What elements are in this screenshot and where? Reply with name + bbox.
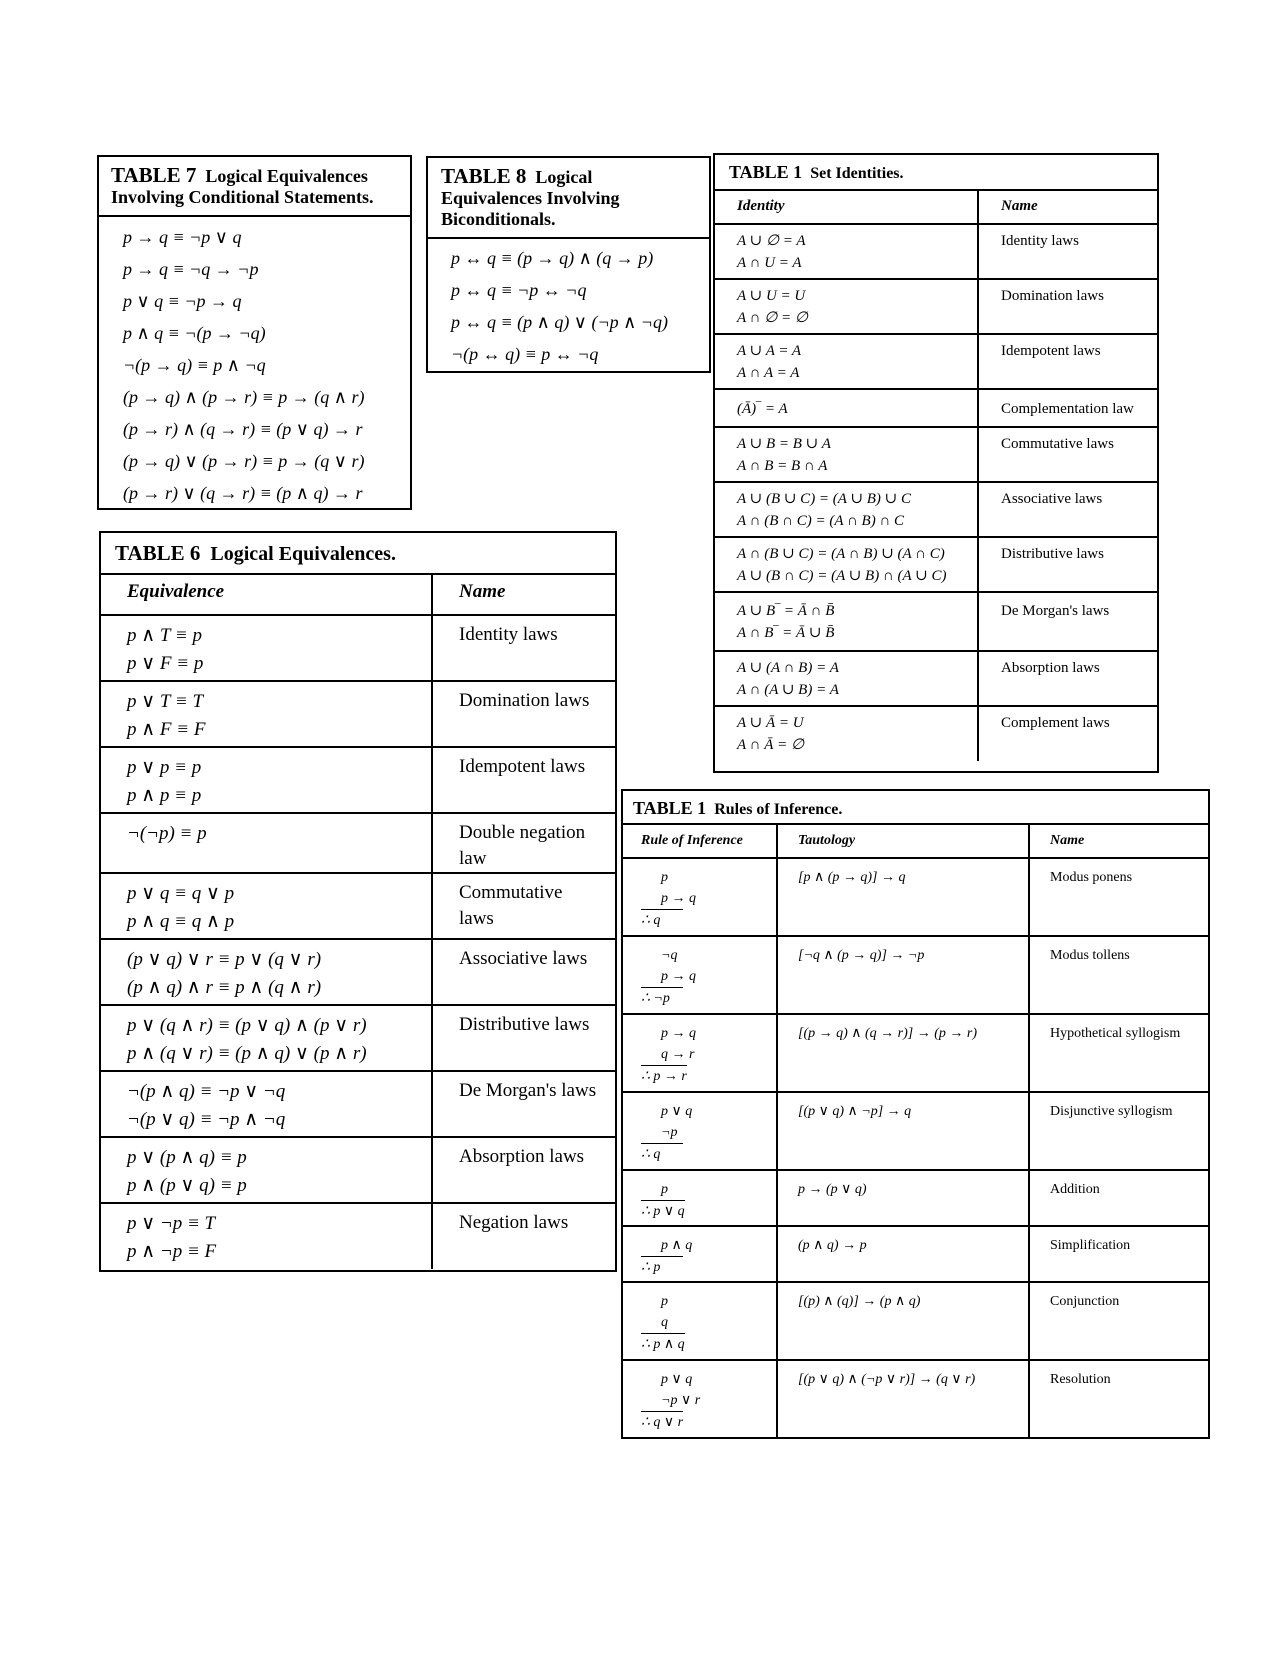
header-rule: Rule of Inference [623, 825, 777, 858]
set-identities-title: TABLE 1 Set Identities. [715, 155, 1157, 191]
table-row: A ∪ Ā = U A ∩ Ā = ∅ Complement laws [715, 706, 1157, 761]
equivalence-row: p ↔ q ≡ (p ∧ q) ∨ (¬p ∧ ¬q) [451, 312, 668, 332]
table-row: p q ∴ p ∧ q [(p) ∧ (q)] → (p ∧ q) Conjunction [623, 1282, 1208, 1360]
table-6-grid [101, 575, 615, 1269]
table-row: ¬(p ∧ q) ≡ ¬p ∨ ¬q ¬(p ∨ q) ≡ ¬p ∧ ¬q De Morgan's laws [101, 1071, 615, 1137]
equivalence-row: ¬(p ↔ q) ≡ p ↔ ¬q [451, 344, 599, 364]
table-row: A ∪ A = A A ∩ A = A Idempotent laws [715, 334, 1157, 389]
table-1-rules-of-inference [621, 789, 1210, 1439]
table-row: p ∧ q ∴ p (p ∧ q) → p Simplification [623, 1226, 1208, 1282]
header-tautology: Tautology [777, 825, 1029, 858]
equivalence-row: ¬(p → q) ≡ p ∧ ¬q [123, 355, 266, 375]
header-name: Name [978, 191, 1157, 224]
table-row: (p ∨ q) ∨ r ≡ p ∨ (q ∨ r) (p ∧ q) ∧ r ≡ p ∧ (q ∧ r) Associative laws [101, 939, 615, 1005]
equivalence-row: p → q ≡ ¬q → ¬p [123, 259, 259, 279]
table-row: A ∪ ∅ = A A ∩ U = A Identity laws [715, 224, 1157, 279]
equivalence-row: p ∨ q ≡ ¬p → q [123, 291, 242, 311]
equivalence-row: p ↔ q ≡ ¬p ↔ ¬q [451, 280, 587, 300]
set-identities-grid [715, 191, 1157, 761]
table-row: p ∨ T ≡ T p ∧ F ≡ F Domination laws [101, 681, 615, 747]
header-identity: Identity [715, 191, 978, 224]
header-equivalence: Equivalence [101, 575, 432, 615]
table-row: A ∪ B = B ∪ A A ∩ B = B ∩ A Commutative laws [715, 427, 1157, 482]
table-row: p ∨ p ≡ p p ∧ p ≡ p Idempotent laws [101, 747, 615, 813]
table-row: (Ā)‾ = A Complementation law [715, 389, 1157, 427]
table-row: p ∨ (q ∧ r) ≡ (p ∨ q) ∧ (p ∨ r) p ∧ (q ∨ r) ≡ (p ∧ q) ∨ (p ∧ r) Distributive laws [101, 1005, 615, 1071]
table-6-title: TABLE 6 Logical Equivalences. [101, 533, 615, 575]
table-row: p ∨ q ¬p ∨ r ∴ q ∨ r [(p ∨ q) ∧ (¬p ∨ r)] → (q ∨ r) Resolution [623, 1360, 1208, 1438]
table-7-title: TABLE 7 Logical Equivalences Involving Conditional Statements. [99, 157, 410, 217]
table-8-biconditional-equivalences [426, 156, 711, 373]
equivalence-row: p ↔ q ≡ (p → q) ∧ (q → p) [451, 248, 654, 268]
table-row: A ∪ U = U A ∩ ∅ = ∅ Domination laws [715, 279, 1157, 334]
table-row: A ∪ (B ∪ C) = (A ∪ B) ∪ C A ∩ (B ∩ C) = (A ∩ B) ∩ C Associative laws [715, 482, 1157, 537]
table-7-conditional-equivalences [97, 155, 412, 510]
table-row: ¬(¬p) ≡ p Double negation law [101, 813, 615, 873]
table-row: p ∨ q ≡ q ∨ p p ∧ q ≡ q ∧ p Commutative laws [101, 873, 615, 939]
header-name: Name [432, 575, 615, 615]
equivalence-row: (p → q) ∧ (p → r) ≡ p → (q ∧ r) [123, 387, 365, 407]
table-row: A ∪ B‾ = Ā ∩ B̄ A ∩ B‾ = Ā ∪ B̄ De Morgan's laws [715, 592, 1157, 651]
equivalence-row: (p → r) ∨ (q → r) ≡ (p ∧ q) → r [123, 483, 363, 503]
table-row: p ∨ ¬p ≡ T p ∧ ¬p ≡ F Negation laws [101, 1203, 615, 1269]
table-row: p ∨ q ¬p ∴ q [(p ∨ q) ∧ ¬p] → q Disjunctive syllogism [623, 1092, 1208, 1170]
table-row: p ∨ (p ∧ q) ≡ p p ∧ (p ∨ q) ≡ p Absorption laws [101, 1137, 615, 1203]
table-1-set-identities [713, 153, 1159, 773]
table-row: ¬q p → q ∴ ¬p [¬q ∧ (p → q)] → ¬p Modus tollens [623, 936, 1208, 1014]
equivalence-row: p → q ≡ ¬p ∨ q [123, 227, 242, 247]
table-8-title: TABLE 8 Logical Equivalences Involving Biconditionals. [428, 158, 709, 239]
table-row: p p → q ∴ q [p ∧ (p → q)] → q Modus ponens [623, 858, 1208, 936]
table-row: A ∪ (A ∩ B) = A A ∩ (A ∪ B) = A Absorption laws [715, 651, 1157, 706]
equivalence-row: p ∧ q ≡ ¬(p → ¬q) [123, 323, 266, 343]
table-row: p ∧ T ≡ p p ∨ F ≡ p Identity laws [101, 615, 615, 681]
rules-of-inference-grid [623, 825, 1208, 1438]
header-name: Name [1029, 825, 1208, 858]
table-6-logical-equivalences [99, 531, 617, 1272]
equivalence-row: (p → r) ∧ (q → r) ≡ (p ∨ q) → r [123, 419, 363, 439]
rules-of-inference-title: TABLE 1 Rules of Inference. [623, 791, 1208, 825]
table-row: A ∩ (B ∪ C) = (A ∩ B) ∪ (A ∩ C) A ∪ (B ∩ C) = (A ∪ B) ∩ (A ∪ C) Distributive laws [715, 537, 1157, 592]
equivalence-row: (p → q) ∨ (p → r) ≡ p → (q ∨ r) [123, 451, 365, 471]
table-row: p → q q → r ∴ p → r [(p → q) ∧ (q → r)] → (p → r) Hypothetical syllogism [623, 1014, 1208, 1092]
table-row: p ∴ p ∨ q p → (p ∨ q) Addition [623, 1170, 1208, 1226]
